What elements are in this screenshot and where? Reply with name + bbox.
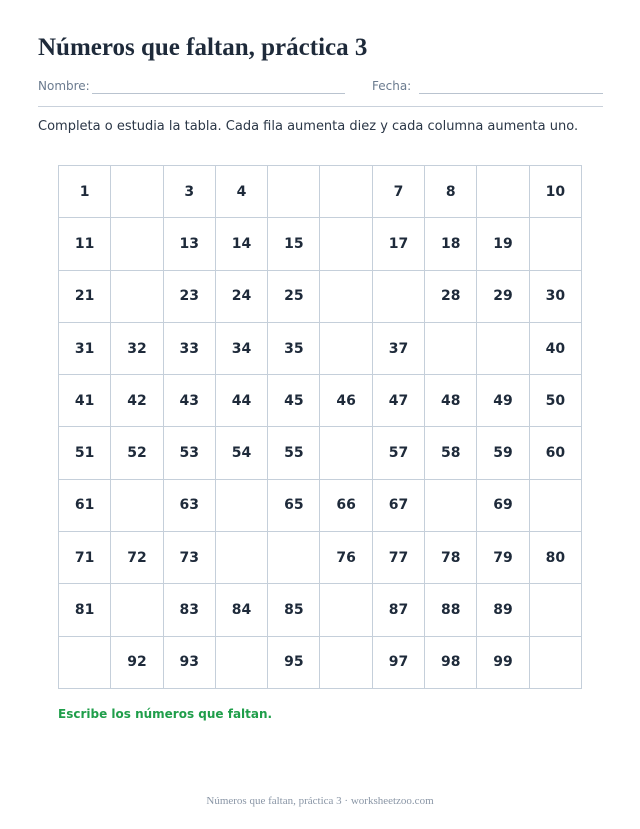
number-cell: 37	[373, 323, 425, 375]
blank-cell[interactable]	[268, 532, 320, 584]
number-cell: 46	[320, 375, 372, 427]
number-cell: 41	[59, 375, 111, 427]
number-cell: 51	[59, 427, 111, 479]
worksheet-title: Números que faltan, práctica 3	[38, 34, 368, 61]
number-cell: 42	[111, 375, 163, 427]
number-cell: 58	[425, 427, 477, 479]
blank-cell[interactable]	[425, 480, 477, 532]
task-note: Escribe los números que faltan.	[58, 707, 273, 721]
number-cell: 66	[320, 480, 372, 532]
number-cell: 31	[59, 323, 111, 375]
number-cell: 81	[59, 584, 111, 636]
number-cell: 1	[59, 166, 111, 218]
number-cell: 79	[477, 532, 529, 584]
blank-cell[interactable]	[111, 480, 163, 532]
number-cell: 35	[268, 323, 320, 375]
number-cell: 54	[216, 427, 268, 479]
blank-cell[interactable]	[216, 532, 268, 584]
number-cell: 72	[111, 532, 163, 584]
number-cell: 99	[477, 637, 529, 689]
number-cell: 60	[530, 427, 582, 479]
blank-cell[interactable]	[59, 637, 111, 689]
number-cell: 71	[59, 532, 111, 584]
blank-cell[interactable]	[320, 271, 372, 323]
number-cell: 30	[530, 271, 582, 323]
blank-cell[interactable]	[320, 637, 372, 689]
blank-cell[interactable]	[320, 427, 372, 479]
blank-cell[interactable]	[425, 323, 477, 375]
number-cell: 65	[268, 480, 320, 532]
blank-cell[interactable]	[111, 218, 163, 270]
number-cell: 13	[164, 218, 216, 270]
number-cell: 87	[373, 584, 425, 636]
number-cell: 8	[425, 166, 477, 218]
number-cell: 83	[164, 584, 216, 636]
blank-cell[interactable]	[111, 271, 163, 323]
number-cell: 32	[111, 323, 163, 375]
number-cell: 80	[530, 532, 582, 584]
number-cell: 4	[216, 166, 268, 218]
number-cell: 23	[164, 271, 216, 323]
number-cell: 95	[268, 637, 320, 689]
number-cell: 43	[164, 375, 216, 427]
number-cell: 14	[216, 218, 268, 270]
blank-cell[interactable]	[111, 166, 163, 218]
blank-cell[interactable]	[320, 218, 372, 270]
number-cell: 18	[425, 218, 477, 270]
date-field[interactable]	[419, 93, 603, 94]
date-label: Fecha:	[372, 79, 412, 93]
name-date-row	[38, 79, 603, 99]
blank-cell[interactable]	[111, 584, 163, 636]
name-label: Nombre:	[38, 79, 90, 93]
number-cell: 89	[477, 584, 529, 636]
number-cell: 34	[216, 323, 268, 375]
number-cell: 25	[268, 271, 320, 323]
blank-cell[interactable]	[320, 584, 372, 636]
number-cell: 88	[425, 584, 477, 636]
number-cell: 77	[373, 532, 425, 584]
number-cell: 11	[59, 218, 111, 270]
number-cell: 17	[373, 218, 425, 270]
number-cell: 67	[373, 480, 425, 532]
blank-cell[interactable]	[216, 637, 268, 689]
number-cell: 48	[425, 375, 477, 427]
number-cell: 52	[111, 427, 163, 479]
blank-cell[interactable]	[216, 480, 268, 532]
number-cell: 61	[59, 480, 111, 532]
number-cell: 49	[477, 375, 529, 427]
number-cell: 50	[530, 375, 582, 427]
number-cell: 7	[373, 166, 425, 218]
blank-cell[interactable]	[530, 218, 582, 270]
number-cell: 63	[164, 480, 216, 532]
instructions: Completa o estudia la tabla. Cada fila aumenta diez y cada columna aumenta uno.	[38, 119, 579, 134]
number-cell: 45	[268, 375, 320, 427]
number-cell: 69	[477, 480, 529, 532]
number-cell: 78	[425, 532, 477, 584]
number-cell: 73	[164, 532, 216, 584]
number-cell: 59	[477, 427, 529, 479]
number-cell: 85	[268, 584, 320, 636]
blank-cell[interactable]	[320, 166, 372, 218]
number-cell: 29	[477, 271, 529, 323]
number-cell: 19	[477, 218, 529, 270]
header-divider	[38, 106, 603, 107]
blank-cell[interactable]	[530, 637, 582, 689]
number-cell: 10	[530, 166, 582, 218]
number-cell: 93	[164, 637, 216, 689]
number-cell: 47	[373, 375, 425, 427]
number-cell: 24	[216, 271, 268, 323]
number-cell: 76	[320, 532, 372, 584]
blank-cell[interactable]	[477, 166, 529, 218]
number-cell: 28	[425, 271, 477, 323]
number-cell: 84	[216, 584, 268, 636]
number-cell: 55	[268, 427, 320, 479]
number-cell: 57	[373, 427, 425, 479]
blank-cell[interactable]	[530, 480, 582, 532]
blank-cell[interactable]	[268, 166, 320, 218]
page-footer: Números que faltan, práctica 3 · worksheetzoo.com	[206, 795, 434, 807]
number-cell: 98	[425, 637, 477, 689]
number-cell: 44	[216, 375, 268, 427]
number-cell: 21	[59, 271, 111, 323]
number-cell: 53	[164, 427, 216, 479]
number-cell: 33	[164, 323, 216, 375]
number-cell: 3	[164, 166, 216, 218]
blank-cell[interactable]	[373, 271, 425, 323]
number-cell: 40	[530, 323, 582, 375]
number-cell: 15	[268, 218, 320, 270]
blank-cell[interactable]	[530, 584, 582, 636]
blank-cell[interactable]	[477, 323, 529, 375]
blank-cell[interactable]	[320, 323, 372, 375]
number-cell: 97	[373, 637, 425, 689]
name-field[interactable]	[92, 93, 345, 94]
number-cell: 92	[111, 637, 163, 689]
number-grid	[58, 165, 582, 689]
